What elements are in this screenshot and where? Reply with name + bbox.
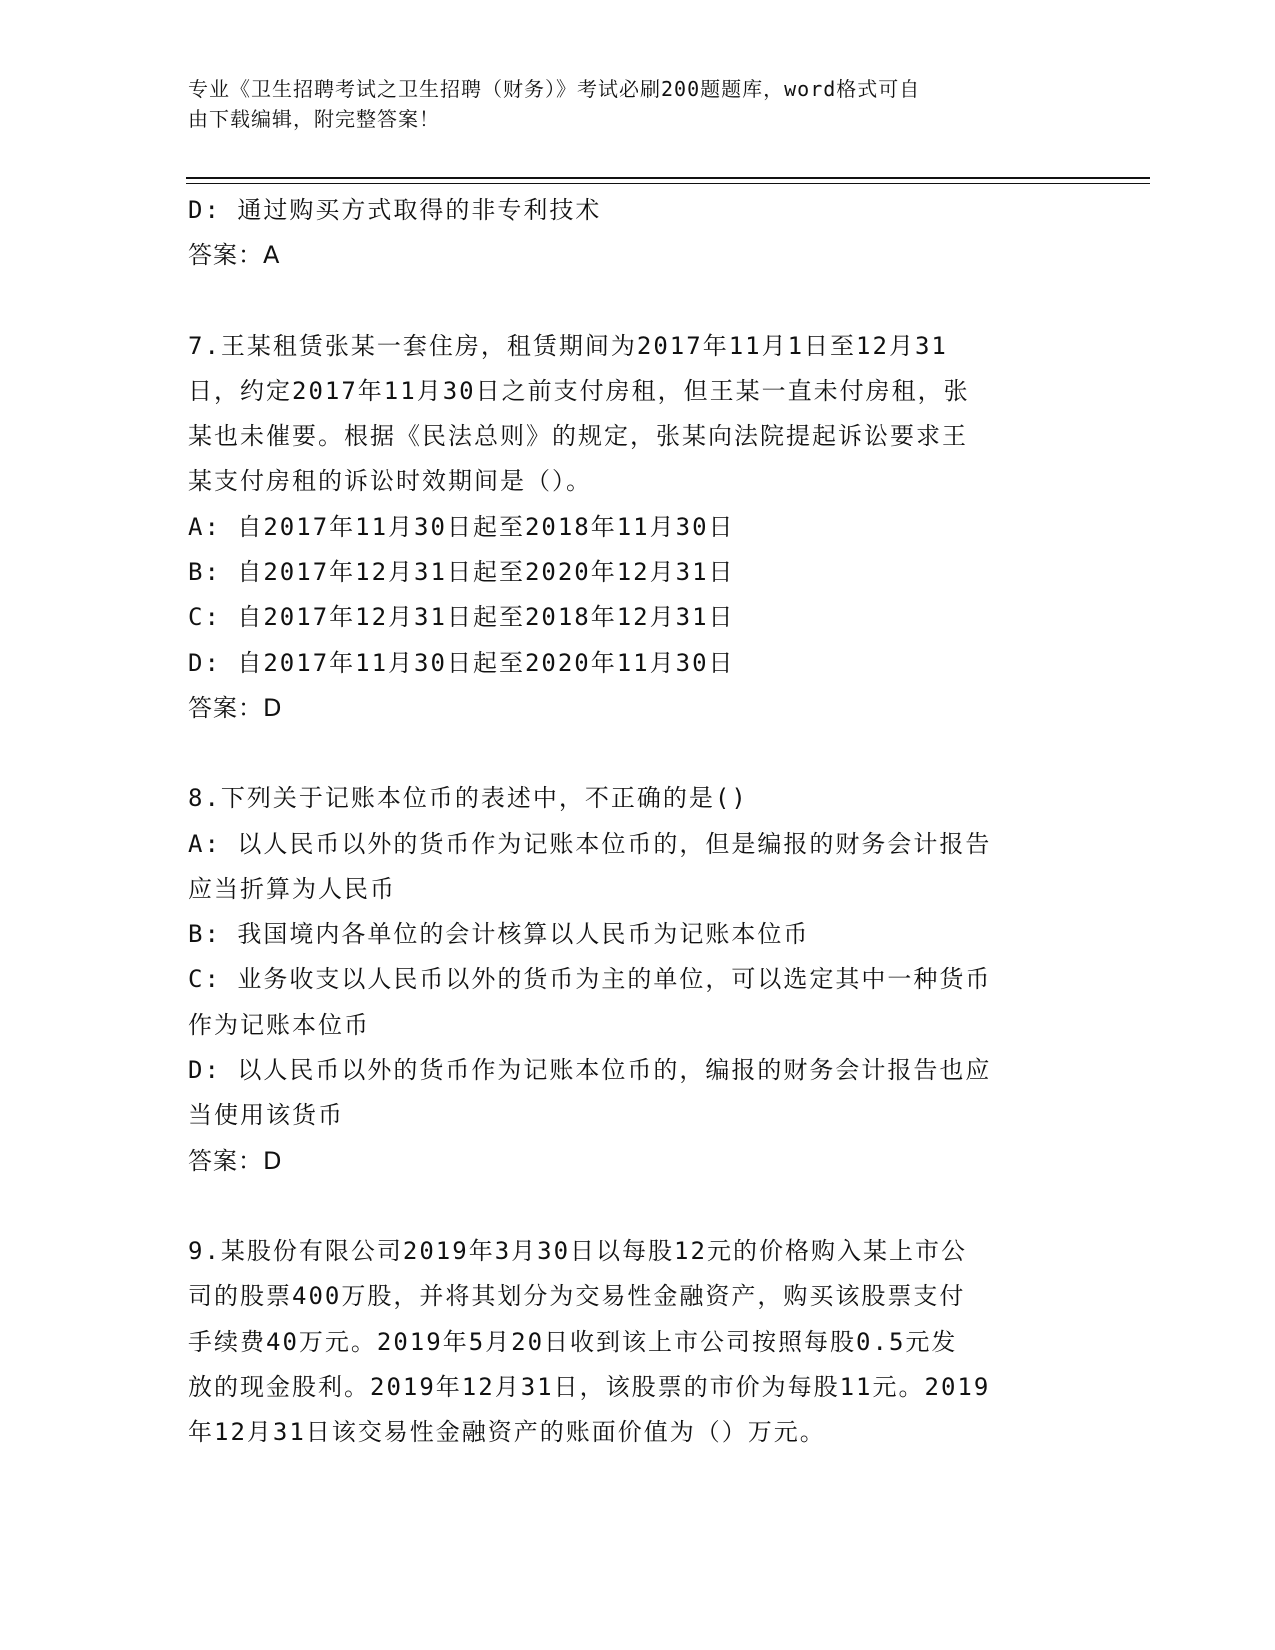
question-7-line: 日，约定2017年11月30日之前支付房租，但王某一直未付房租，张 <box>188 376 970 405</box>
option-d: D: 通过购买方式取得的非专利技术 <box>188 196 602 224</box>
option-a: A: 自2017年11月30日起至2018年11月30日 <box>188 512 735 541</box>
document-body <box>188 188 1078 1455</box>
option-c-continued: 作为记账本位币 <box>188 1010 370 1039</box>
spacer <box>188 731 1078 776</box>
answer: 答案：A <box>188 241 281 270</box>
option-a: A: 以人民币以外的货币作为记账本位币的，但是编报的财务会计报告 <box>188 829 992 858</box>
header-line-2: 由下载编辑，附完整答案！ <box>188 107 440 131</box>
question-9-line: 年12月31日该交易性金融资产的账面价值为（）万元。 <box>188 1418 826 1447</box>
question-7-line: 某也未催要。根据《民法总则》的规定，张某向法院提起诉讼要求王 <box>188 422 968 451</box>
option-c: C: 业务收支以人民币以外的货币为主的单位，可以选定其中一种货币 <box>188 965 992 994</box>
answer: 答案：D <box>188 1146 283 1175</box>
question-9-line: 9.某股份有限公司2019年3月30日以每股12元的价格购入某上市公 <box>188 1236 967 1265</box>
spacer <box>188 1184 1078 1229</box>
option-d-continued: 当使用该货币 <box>188 1101 344 1130</box>
option-d: D: 自2017年11月30日起至2020年11月30日 <box>188 648 735 677</box>
question-7-line: 某支付房租的诉讼时效期间是（）。 <box>188 467 592 496</box>
answer: 答案：D <box>188 693 283 722</box>
option-b: B: 我国境内各单位的会计核算以人民币为记账本位币 <box>188 920 810 949</box>
question-8-line: 8.下列关于记账本位币的表述中，不正确的是() <box>188 784 748 813</box>
document-header <box>188 74 1068 134</box>
header-line-1: 专业《卫生招聘考试之卫生招聘（财务）》考试必刷200题题库，word格式可自 <box>188 77 921 101</box>
spacer <box>188 279 1078 324</box>
question-7-line: 7.王某租赁张某一套住房，租赁期间为2017年11月1日至12月31 <box>188 331 948 360</box>
option-a-continued: 应当折算为人民币 <box>188 874 396 903</box>
question-9-line: 司的股票400万股，并将其划分为交易性金融资产，购买该股票支付 <box>188 1282 966 1311</box>
option-c: C: 自2017年12月31日起至2018年12月31日 <box>188 603 735 632</box>
question-9-line: 手续费40万元。2019年5月20日收到该上市公司按照每股0.5元发 <box>188 1327 958 1356</box>
option-d: D: 以人民币以外的货币作为记账本位币的，编报的财务会计报告也应 <box>188 1056 992 1085</box>
header-divider-thin <box>186 183 1150 184</box>
question-9-line: 放的现金股利。2019年12月31日，该股票的市价为每股11元。2019 <box>188 1372 991 1401</box>
header-divider-thick <box>186 177 1150 179</box>
option-b: B: 自2017年12月31日起至2020年12月31日 <box>188 558 735 587</box>
